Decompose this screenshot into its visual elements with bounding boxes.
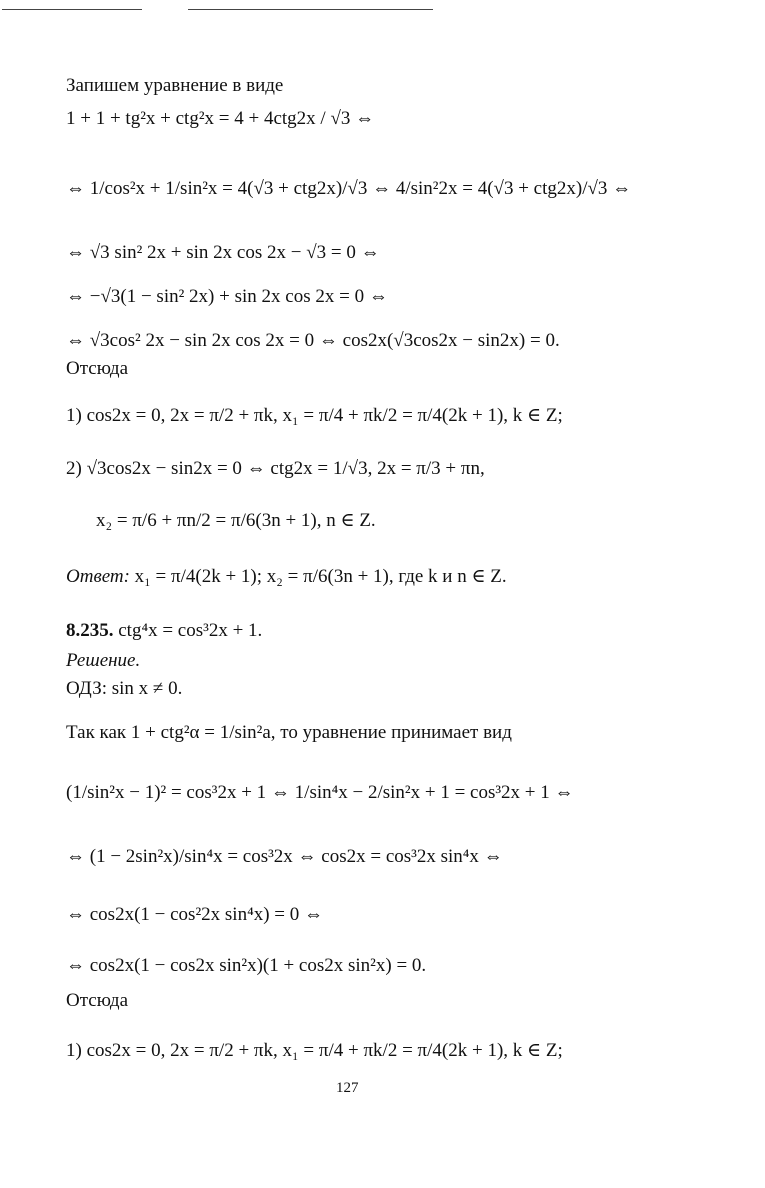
problem-number: 8.235. bbox=[66, 620, 114, 641]
top-rule-right bbox=[188, 9, 433, 10]
case-3: 1) cos2x = 0, 2x = π/2 + πk, x₁ = π/4 + πk/2 = π/4(2k + 1), k ∈ Z; bbox=[66, 1040, 563, 1061]
equation-1: 1 + 1 + tg²x + ctg²x = 4 + 4ctg2x / √3 ⇔ bbox=[66, 108, 375, 129]
equation-4: ⇔ −√3(1 − sin² 2x) + sin 2x cos 2x = 0 ⇔ bbox=[66, 286, 388, 307]
equation-2: ⇔ 1/cos²x + 1/sin²x = 4(√3 + ctg2x)/√3 ⇔ 4/sin²2x = 4(√3 + ctg2x)/√3 ⇔ bbox=[66, 178, 632, 199]
hence-label-1: Отсюда bbox=[66, 358, 129, 379]
equation-7: ⇔ (1 − 2sin²x)/sin⁴x = cos³2x ⇔ cos2x = cos³2x sin⁴x ⇔ bbox=[66, 846, 503, 867]
equation-8: ⇔ cos2x(1 − cos²2x sin⁴x) = 0 ⇔ bbox=[66, 904, 323, 925]
since-sentence: Так как 1 + ctg²α = 1/sin²a, то уравнение принимает вид bbox=[66, 722, 512, 743]
heading-text: Запишем уравнение в виде bbox=[66, 75, 284, 96]
case-1: 1) cos2x = 0, 2x = π/2 + πk, x₁ = π/4 + πk/2 = π/4(2k + 1), k ∈ Z; bbox=[66, 405, 563, 426]
equation-3: ⇔ √3 sin² 2x + sin 2x cos 2x − √3 = 0 ⇔ bbox=[66, 242, 380, 263]
equation-9: ⇔ cos2x(1 − cos2x sin²x)(1 + cos2x sin²x) = 0. bbox=[66, 955, 427, 976]
domain-condition: ОДЗ: sin x ≠ 0. bbox=[66, 678, 183, 699]
answer-text: x₁ = π/4(2k + 1); x₂ = π/6(3n + 1), где k и n ∈ Z. bbox=[134, 566, 507, 587]
hence-label-2: Отсюда bbox=[66, 990, 129, 1011]
equation-5: ⇔ √3cos² 2x − sin 2x cos 2x = 0 ⇔ cos2x(√3cos2x − sin2x) = 0. bbox=[66, 330, 560, 351]
problem-statement: ctg⁴x = cos³2x + 1. bbox=[118, 620, 263, 641]
equation-6: (1/sin²x − 1)² = cos³2x + 1 ⇔ 1/sin⁴x − 2/sin²x + 1 = cos³2x + 1 ⇔ bbox=[66, 782, 574, 803]
solution-label: Решение. bbox=[66, 650, 141, 671]
case-2-solution: x₂ = π/6 + πn/2 = π/6(3n + 1), n ∈ Z. bbox=[96, 510, 376, 531]
top-rule-left bbox=[2, 9, 142, 10]
answer-label: Ответ: bbox=[66, 566, 130, 587]
page-number: 127 bbox=[336, 1080, 359, 1096]
answer-line bbox=[66, 566, 507, 588]
case-2: 2) √3cos2x − sin2x = 0 ⇔ ctg2x = 1/√3, 2x = π/3 + πn, bbox=[66, 458, 485, 479]
problem-line bbox=[66, 620, 262, 642]
